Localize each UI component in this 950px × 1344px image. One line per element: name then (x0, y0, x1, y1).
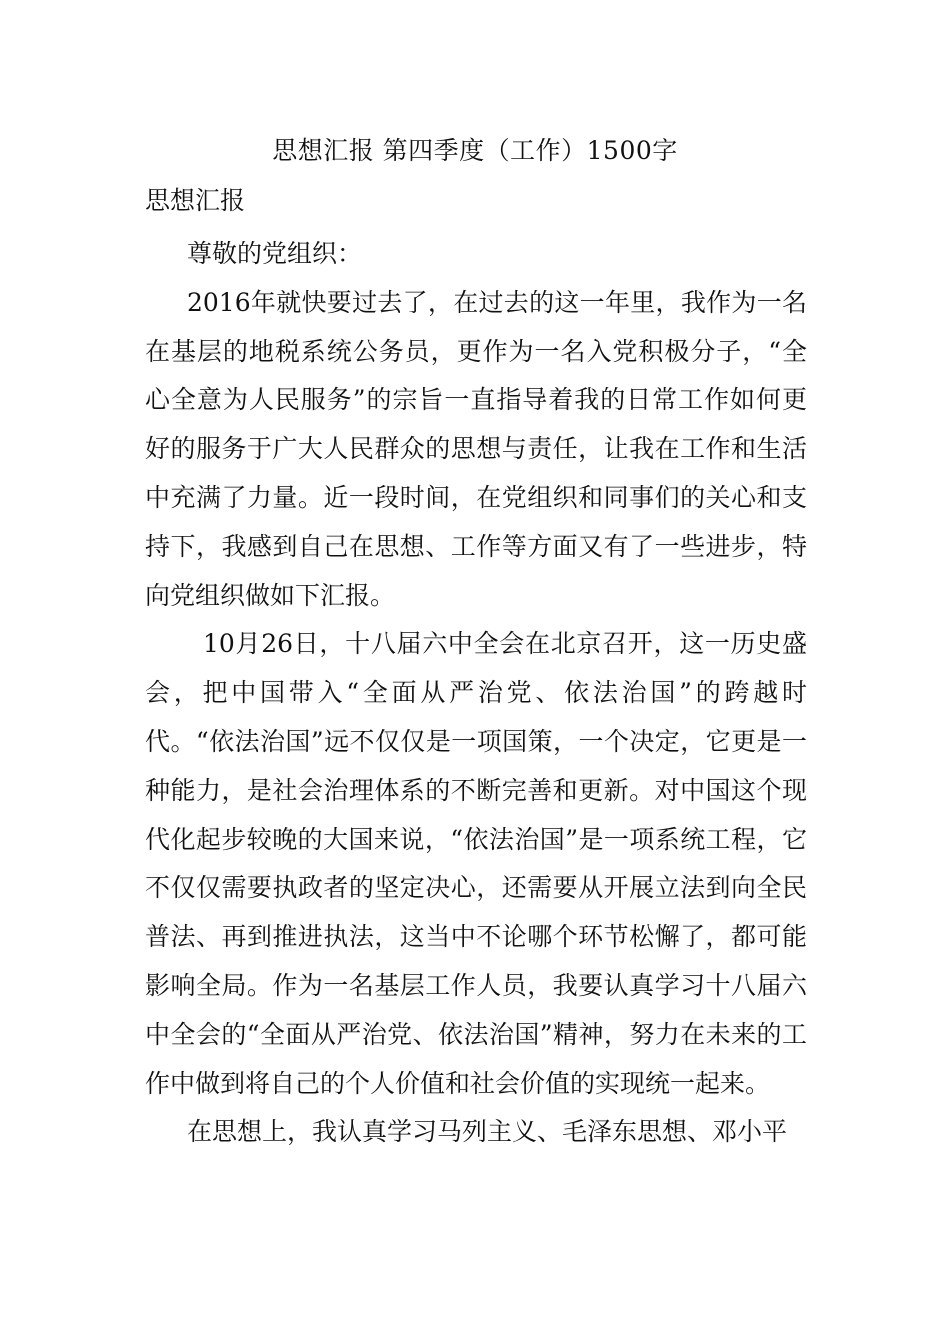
document-title: 思想汇报 第四季度（工作）1500字 (272, 136, 678, 165)
body-paragraph-3: 在思想上，我认真学习马列主义、毛泽东思想、邓小平 (187, 1117, 788, 1147)
body-paragraph-1: 2016年就快要过去了，在过去的这一年里，我作为一名在基层的地税系统公务员，更作为一名入党积极分子，“全心全意为人民服务”的宗旨一直指导着我的日常工作如何更好的服务于广大人民群众的思想与责任，让我在工作和生活中充满了力量。近一段时间，在党组织和同事们的关心和支持下，我感到自己在思想、工作等方面又有了一些进步，特向党组织做如下汇报。 (145, 287, 807, 610)
body-paragraph-2: 10月26日，十八届六中全会在北京召开，这一历史盛会，把中国带入“全面从严治党、依法治国”的跨越时代。“依法治国”远不仅仅是一项国策，一个决定，它更是一种能力，是社会治理体系的不断完善和更新。对中国这个现代化起步较晚的大国来说，“依法治国”是一项系统工程，它不仅仅需要执政者的坚定决心，还需要从开展立法到向全民普法、再到推进执法，这当中不论哪个环节松懈了，都可能影响全局。作为一名基层工作人员，我要认真学习十八届六中全会的“全面从严治党、依法治国”精神，努力在未来的工作中做到将自己的个人价值和社会价值的实现统一起来。 (145, 629, 807, 1098)
salutation-paragraph: 尊敬的党组织： (187, 239, 363, 268)
document-heading: 思想汇报 (145, 186, 246, 215)
document-body (145, 230, 807, 1157)
